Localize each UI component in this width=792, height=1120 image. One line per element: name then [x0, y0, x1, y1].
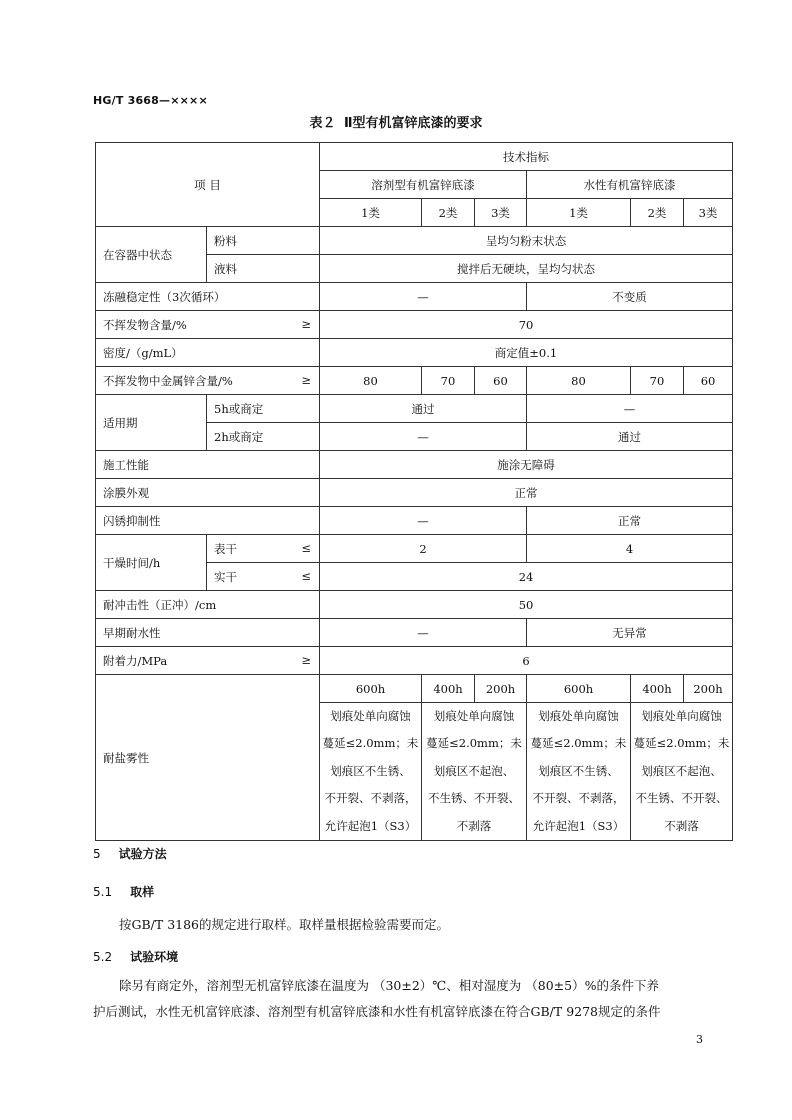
table-row [96, 227, 733, 255]
zinc-content-label [96, 367, 320, 395]
salt-hours: 400h [631, 675, 684, 703]
spray-line: 划痕区不起泡、 [641, 763, 722, 778]
table-row [96, 647, 733, 675]
freeze-thaw-label: 冻融稳定性（3次循环） [96, 283, 320, 311]
impact-value: 50 [320, 591, 733, 619]
header-class-1: 1类 [527, 199, 631, 227]
liquid-value: 搅拌后无硬块，呈均匀状态 [320, 255, 733, 283]
ge-symbol: ≥ [301, 372, 311, 387]
adhesion-value: 6 [320, 647, 733, 675]
header-class-3: 3类 [475, 199, 527, 227]
header-solvent: 溶剂型有机富锌底漆 [320, 171, 527, 199]
application-label: 施工性能 [96, 451, 320, 479]
section-number: 5.1 [93, 885, 113, 899]
section-5-heading [93, 845, 167, 862]
early-water-water: 无异常 [527, 619, 733, 647]
table-number: 表２ [309, 116, 336, 131]
zinc-value: 60 [684, 367, 733, 395]
spray-line: 不剥落 [456, 818, 492, 833]
flash-rust-solvent: — [320, 507, 527, 535]
le-symbol: ≤ [301, 568, 311, 583]
hard-dry-label [207, 563, 320, 591]
spray-line: 不生锈、不开裂、 [635, 791, 728, 806]
table-row [96, 591, 733, 619]
document-code: HG/T 3668—×××× [93, 94, 208, 107]
header-class-2: 2类 [631, 199, 684, 227]
pot-life-2h-water: 通过 [527, 423, 733, 451]
spray-line: 蔓延≤2.0mm；未 [633, 736, 730, 751]
pot-life-5h-solvent: 通过 [320, 395, 527, 423]
spray-line: 划痕处单向腐蚀 [433, 709, 515, 723]
drying-time-label: 干燥时间/h [96, 535, 207, 591]
surface-dry-water: 4 [527, 535, 733, 563]
table-row [96, 479, 733, 507]
powder-label: 粉料 [207, 227, 320, 255]
adhesion-text: 附着力/MPa [103, 653, 168, 668]
salt-hours: 200h [475, 675, 527, 703]
zinc-content-text: 不挥发物中金属锌含量/% [103, 373, 233, 388]
spray-line: 不开裂、不剥落， [324, 791, 417, 806]
table-row [96, 283, 733, 311]
table-row [96, 339, 733, 367]
header-tech: 技术指标 [320, 143, 733, 171]
header-class-3: 3类 [684, 199, 733, 227]
table-title-text: Ⅱ型有机富锌底漆的要求 [343, 116, 483, 131]
table-row [96, 619, 733, 647]
le-symbol: ≤ [301, 540, 311, 555]
nonvolatile-text: 不挥发物含量/% [103, 317, 187, 332]
section-5-2-line2: 护后测试，水性无机富锌底漆、溶剂型有机富锌底漆和水性有机富锌底漆在符合GB/T 9278规定的条件 [93, 1004, 661, 1019]
spray-line: 蔓延≤2.0mm；未 [426, 736, 522, 751]
application-value: 施涂无障碍 [320, 451, 733, 479]
adhesion-label [96, 647, 320, 675]
salt-spray-solvent-class23 [422, 703, 527, 841]
section-title: 取样 [130, 885, 155, 899]
freeze-thaw-water: 不变质 [527, 283, 733, 311]
salt-hours: 600h [320, 675, 422, 703]
appearance-value: 正常 [320, 479, 733, 507]
table-row [96, 143, 733, 171]
nonvolatile-value: 70 [320, 311, 733, 339]
spray-line: 不剥落 [664, 818, 699, 833]
pot-life-label: 适用期 [96, 395, 207, 451]
spray-line: 不开裂、不剥落， [532, 791, 625, 806]
spray-line: 划痕区不起泡、 [433, 763, 515, 778]
section-5-1-heading [93, 883, 154, 900]
ge-symbol: ≥ [301, 652, 311, 667]
flash-rust-water: 正常 [527, 507, 733, 535]
flash-rust-label: 闪锈抑制性 [96, 507, 320, 535]
section-5-2-heading [93, 948, 178, 965]
pot-life-5h-water: — [527, 395, 733, 423]
hard-dry-value: 24 [320, 563, 733, 591]
zinc-value: 80 [527, 367, 631, 395]
powder-value: 呈均匀粉末状态 [320, 227, 733, 255]
zinc-value: 70 [422, 367, 475, 395]
header-water: 水性有机富锌底漆 [527, 171, 733, 199]
spray-line: 蔓延≤2.0mm；未 [530, 736, 627, 751]
salt-spray-water-class23 [631, 703, 733, 841]
density-value: 商定值±0.1 [320, 339, 733, 367]
requirements-table [95, 142, 733, 841]
spray-line: 划痕处单向腐蚀 [538, 709, 619, 723]
salt-hours: 600h [527, 675, 631, 703]
section-5-2-line1: 除另有商定外，溶剂型无机富锌底漆在温度为 （30±2）℃、相对湿度为 （80±5）%的条件下养 [119, 978, 659, 993]
spray-line: 划痕处单向腐蚀 [641, 709, 722, 723]
table-row [96, 535, 733, 563]
early-water-solvent: — [320, 619, 527, 647]
page-number: 3 [696, 1033, 703, 1046]
zinc-value: 60 [475, 367, 527, 395]
header-item: 项 目 [96, 143, 320, 227]
table-row [96, 311, 733, 339]
table-title [0, 112, 792, 131]
early-water-label: 早期耐水性 [96, 619, 320, 647]
impact-label: 耐冲击性（正冲）/cm [96, 591, 320, 619]
table-row [96, 451, 733, 479]
section-number: 5.2 [93, 950, 113, 964]
hard-dry-text: 实干 [214, 569, 237, 584]
spray-line: 划痕处单向腐蚀 [330, 709, 411, 723]
section-number: 5 [93, 847, 101, 861]
header-class-2: 2类 [422, 199, 475, 227]
salt-spray-solvent-class1 [320, 703, 422, 841]
salt-spray-label: 耐盐雾性 [96, 675, 320, 841]
ge-symbol: ≥ [301, 316, 311, 331]
zinc-value: 80 [320, 367, 422, 395]
table-row [96, 507, 733, 535]
surface-dry-label [207, 535, 320, 563]
freeze-thaw-solvent: — [320, 283, 527, 311]
header-class-1: 1类 [320, 199, 422, 227]
spray-line: 允许起泡1（S3） [324, 818, 417, 833]
liquid-label: 液料 [207, 255, 320, 283]
salt-hours: 400h [422, 675, 475, 703]
section-title: 试验环境 [130, 950, 179, 964]
spray-line: 不生锈、不开裂、 [428, 791, 520, 806]
section-title: 试验方法 [118, 847, 167, 861]
appearance-label: 涂膜外观 [96, 479, 320, 507]
table-row [96, 367, 733, 395]
surface-dry-solvent: 2 [320, 535, 527, 563]
nonvolatile-label [96, 311, 320, 339]
table-row [96, 675, 733, 703]
density-label: 密度/（g/mL） [96, 339, 320, 367]
section-5-1-text: 按GB/T 3186的规定进行取样。取样量根据检验需要而定。 [119, 917, 450, 932]
zinc-value: 70 [631, 367, 684, 395]
table-row [96, 395, 733, 423]
salt-spray-water-class1 [527, 703, 631, 841]
surface-dry-text: 表干 [214, 541, 237, 556]
salt-hours: 200h [684, 675, 733, 703]
spray-line: 划痕区不生锈、 [330, 763, 411, 778]
container-state-label: 在容器中状态 [96, 227, 207, 283]
spray-line: 划痕区不生锈、 [538, 763, 619, 778]
pot-life-5h-label: 5h或商定 [207, 395, 320, 423]
spray-line: 允许起泡1（S3） [532, 818, 625, 833]
spray-line: 蔓延≤2.0mm；未 [322, 736, 419, 751]
pot-life-2h-label: 2h或商定 [207, 423, 320, 451]
pot-life-2h-solvent: — [320, 423, 527, 451]
